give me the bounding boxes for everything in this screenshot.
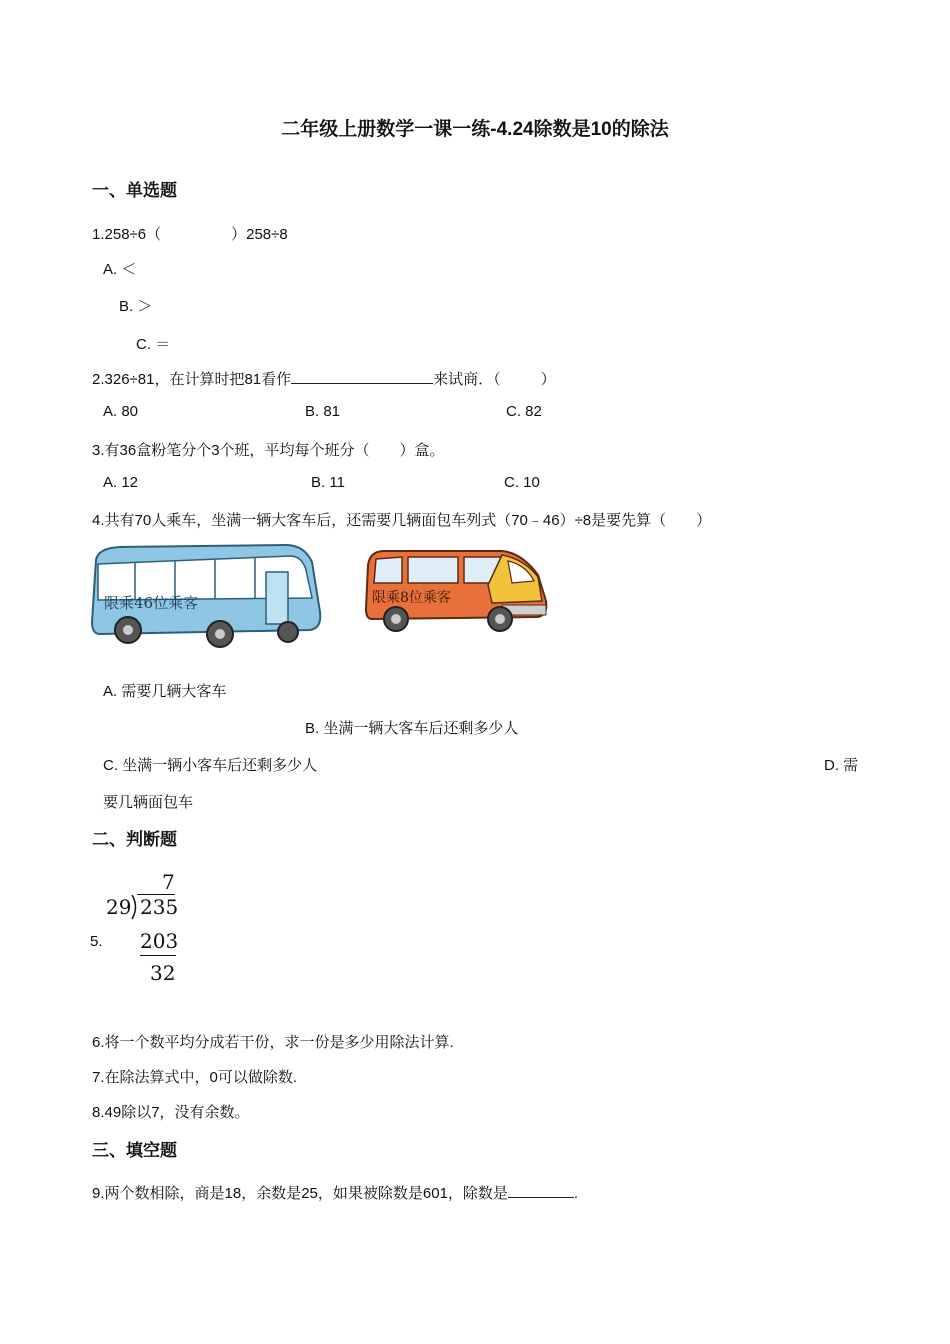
division-bracket xyxy=(130,894,140,920)
question-1-part-a: 1.258÷6（ xyxy=(92,226,162,243)
bus-capacity-label: 限乘46位乘客 xyxy=(104,594,199,612)
q3-option-c[interactable]: C. 10 xyxy=(504,474,540,491)
question-1-part-b: ）258÷8 xyxy=(231,226,288,243)
q3-option-a[interactable]: A. 12 xyxy=(103,474,139,491)
q2-option-b[interactable]: B. 81 xyxy=(305,403,341,420)
division-divisor: 29 xyxy=(106,895,132,919)
question-2 xyxy=(92,368,556,389)
division-remainder: 32 xyxy=(150,961,176,985)
answer-blank[interactable] xyxy=(508,1183,574,1198)
question-9-part-b: . xyxy=(573,1185,579,1202)
question-2-part-b: 来试商．（ xyxy=(433,371,501,388)
question-1 xyxy=(92,223,288,244)
q1-option-b[interactable]: B. ＞ xyxy=(119,298,153,315)
section-heading-fill-blank: 三、填空题 xyxy=(92,1141,177,1160)
question-7: 7.在除法算式中，0可以做除数. xyxy=(92,1069,298,1086)
answer-blank[interactable] xyxy=(291,369,433,384)
van-capacity-label: 限乘8位乘客 xyxy=(372,590,451,606)
question-9-part-a: 9.两个数相除，商是18，余数是25，如果被除数是601，除数是 xyxy=(92,1185,508,1202)
question-9 xyxy=(92,1182,578,1203)
section-heading-true-false: 二、判断题 xyxy=(92,830,177,849)
division-subtraction-line xyxy=(140,955,176,956)
q4-option-d[interactable]: D. 需 xyxy=(824,757,859,774)
van-illustration xyxy=(362,545,552,635)
question-3: 3.有36盒粉笔分个3个班，平均每个班分（ ）盒。 xyxy=(92,442,445,459)
division-dividend: 235 xyxy=(140,895,179,919)
q2-option-c[interactable]: C. 82 xyxy=(506,403,542,420)
question-2-part-a: 2.326÷81，在计算时把81看作 xyxy=(92,371,292,388)
question-8: 8.49除以7，没有余数。 xyxy=(92,1104,250,1121)
q4-option-b[interactable]: B. 坐满一辆大客车后还剩多少人 xyxy=(305,720,519,737)
q4-option-a[interactable]: A. 需要几辆大客车 xyxy=(103,683,227,700)
q2-option-a[interactable]: A. 80 xyxy=(103,403,139,420)
question-2-part-c: ） xyxy=(540,371,556,388)
long-division-figure xyxy=(104,870,184,990)
question-6: 6.将一个数平均分成若干份，求一份是多少用除法计算. xyxy=(92,1034,454,1051)
division-quotient: 7 xyxy=(162,870,175,894)
question-5-number: 5. xyxy=(90,933,103,950)
page-title: 二年级上册数学一课一练-4.24除数是10的除法 xyxy=(281,119,669,140)
q4-option-d-continued: 要几辆面包车 xyxy=(103,794,194,811)
q1-option-a[interactable]: A. ＜ xyxy=(103,261,137,278)
q3-option-b[interactable]: B. 11 xyxy=(311,474,345,491)
division-product: 203 xyxy=(140,929,179,953)
section-heading-single-choice: 一、单选题 xyxy=(92,181,177,200)
q1-option-c[interactable]: C. ＝ xyxy=(136,336,171,353)
q4-option-c[interactable]: C. 坐满一辆小客车后还剩多少人 xyxy=(103,757,318,774)
question-4: 4.共有70人乘车，坐满一辆大客车后，还需要几辆面包车列式（70﹣46）÷8是要先算（ ） xyxy=(92,512,712,529)
bus-illustration xyxy=(90,542,322,652)
